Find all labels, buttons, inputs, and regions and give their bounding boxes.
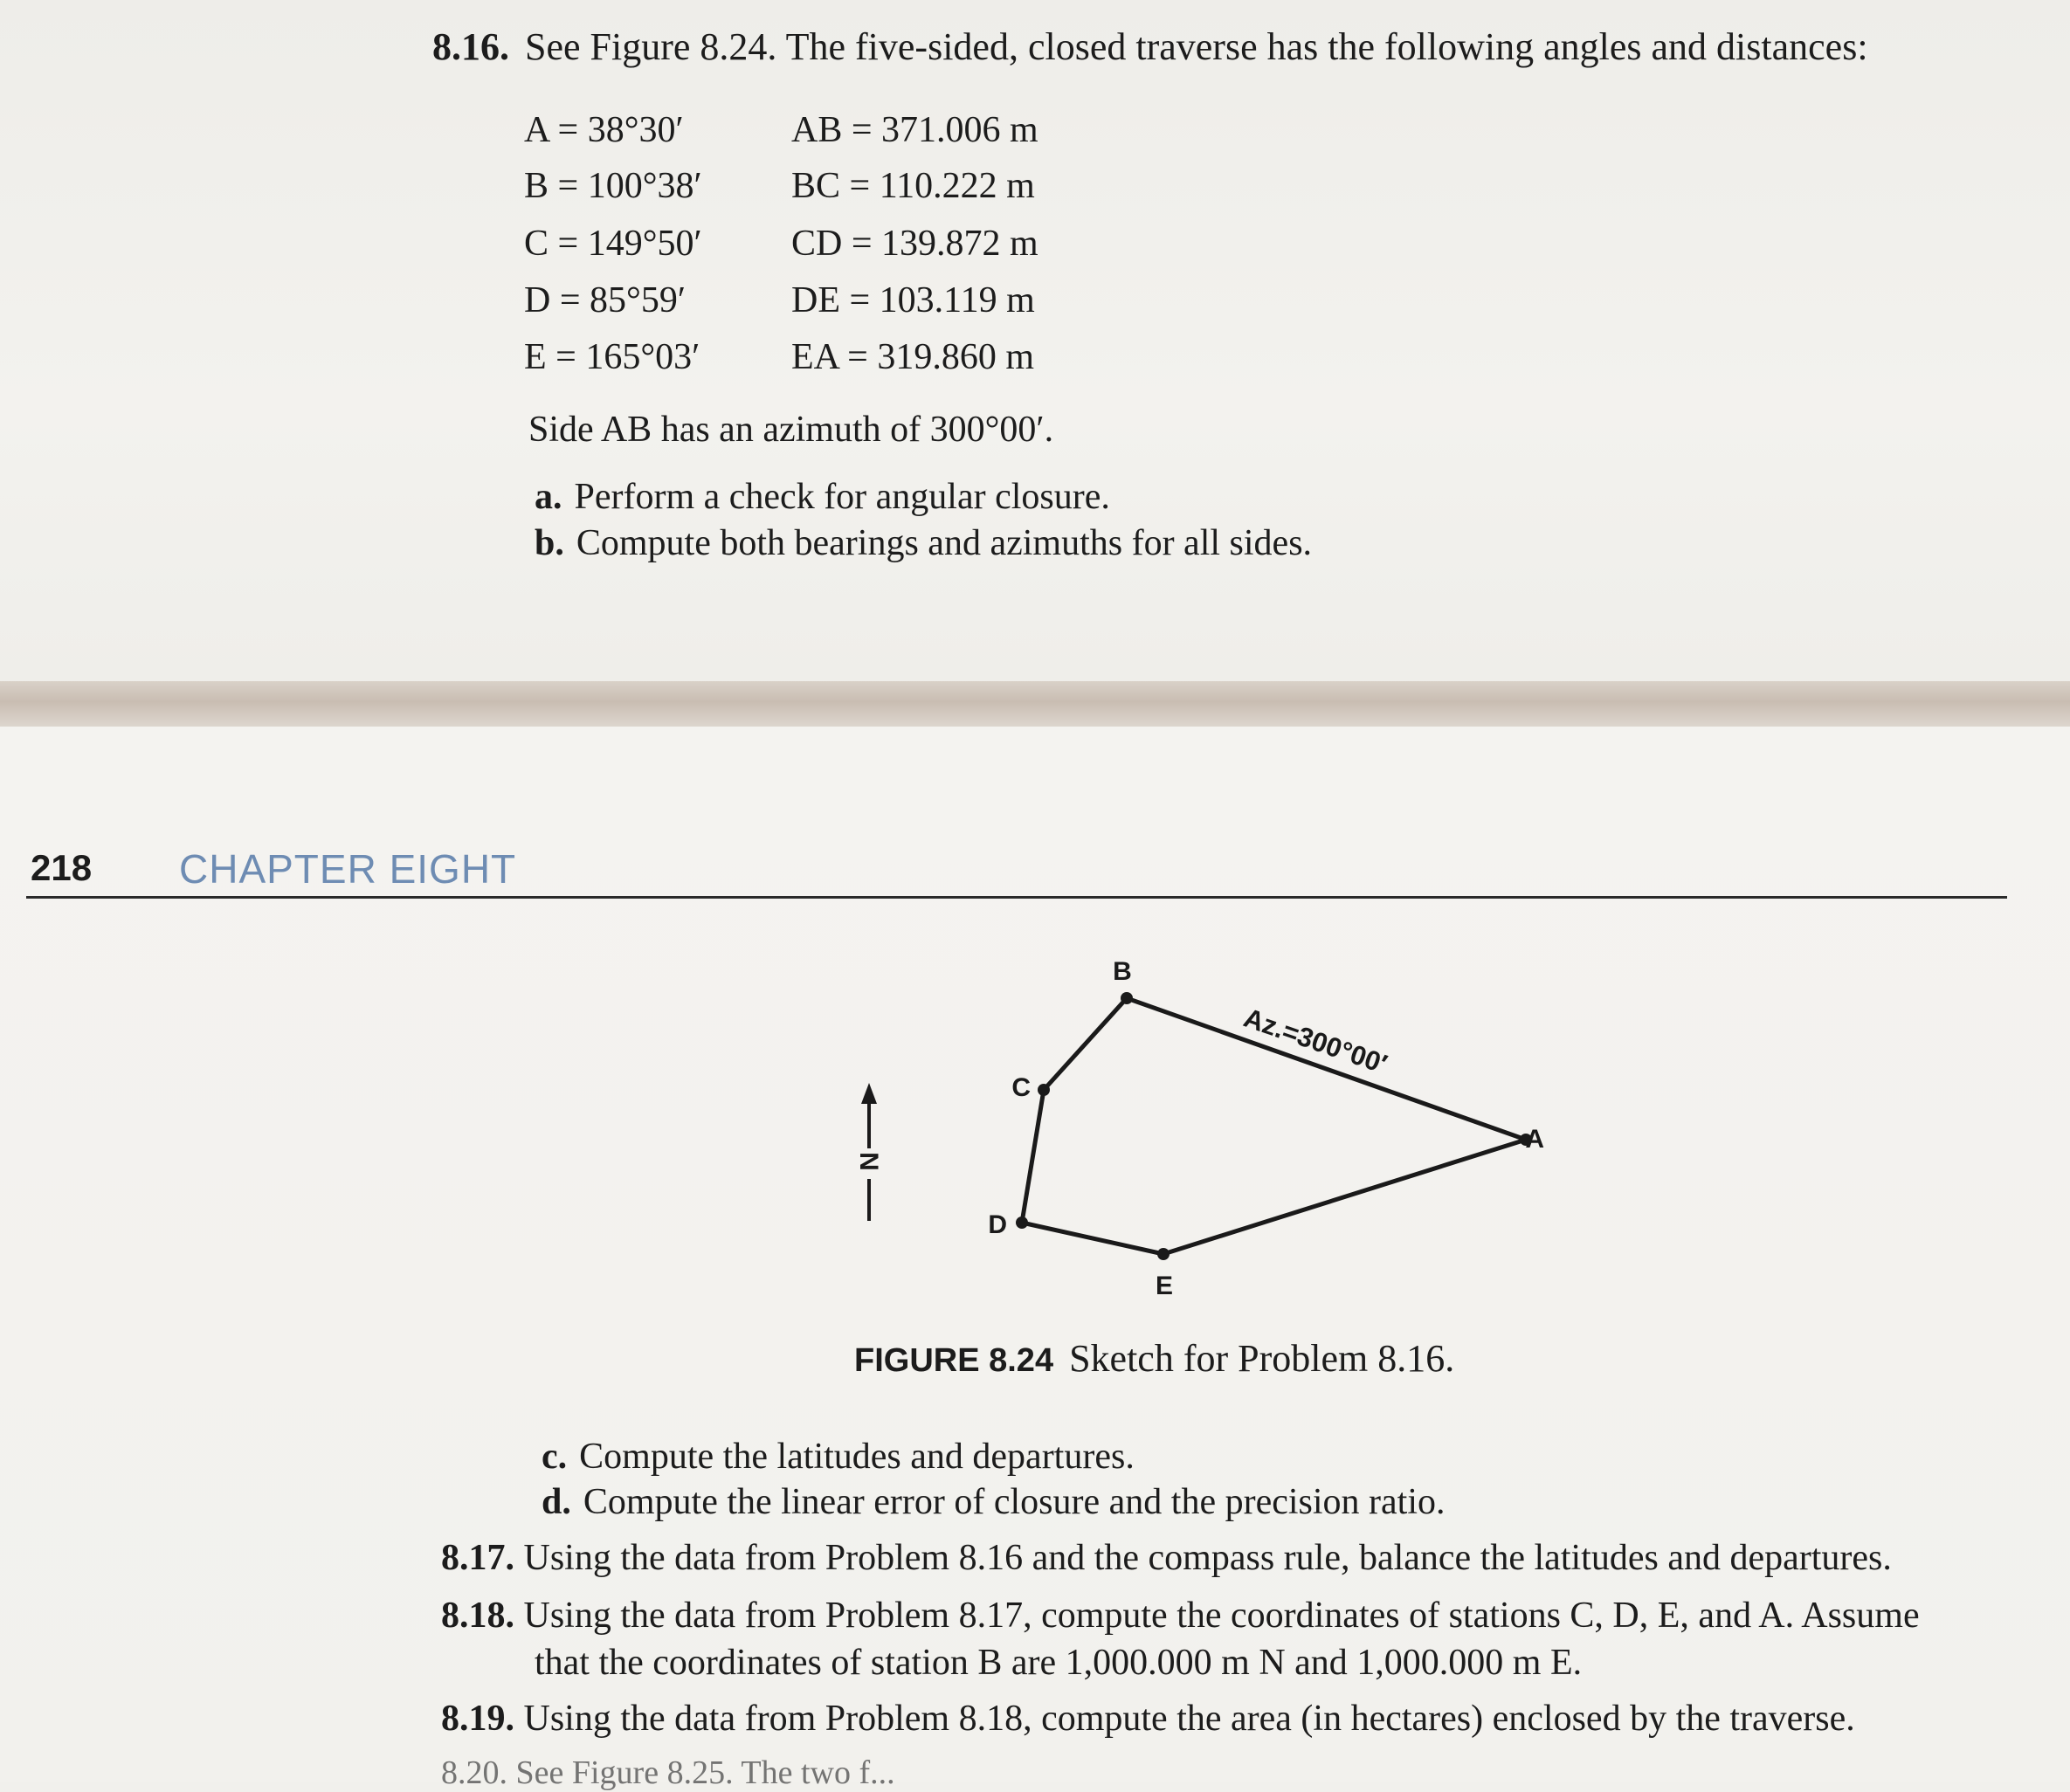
station-e-label: E <box>1155 1272 1174 1300</box>
problem-number: 8.16. <box>432 25 509 68</box>
station-c-marker <box>1038 1084 1050 1096</box>
task-d-label: d. <box>542 1482 571 1522</box>
distance-bc: BC = 110.222 m <box>791 166 1035 206</box>
task-a <box>535 476 1110 518</box>
angle-a: A = 38°30′ <box>524 110 684 150</box>
chapter-title: CHAPTER EIGHT <box>179 846 517 892</box>
traverse-sketch <box>830 943 1546 1319</box>
north-arrow-head <box>861 1083 877 1104</box>
header-rule <box>26 896 2007 899</box>
station-a-label: A <box>1525 1125 1544 1154</box>
task-c-text: Compute the latitudes and departures. <box>579 1437 1135 1477</box>
azimuth-note: Side AB has an azimuth of 300°00′. <box>528 410 1054 450</box>
data-row-e <box>524 336 1223 389</box>
north-arrow <box>854 1083 883 1221</box>
problem-8-17-text: Using the data from Problem 8.16 and the compass rule, balance the latitudes and departures. <box>523 1538 1892 1578</box>
data-row-b <box>524 165 1223 217</box>
cutoff-text: 8.20. See Figure 8.25. The two f... <box>441 1754 895 1791</box>
station-b-label: B <box>1113 957 1132 986</box>
task-a-label: a. <box>535 477 562 517</box>
problem-8-18 <box>441 1595 1920 1637</box>
angle-e: E = 165°03′ <box>524 337 700 377</box>
task-d <box>542 1481 1446 1523</box>
station-d-label: D <box>988 1210 1007 1239</box>
task-b-text: Compute both bearings and azimuths for all sides. <box>576 523 1313 563</box>
distance-ab: AB = 371.006 m <box>791 110 1038 150</box>
page-number: 218 <box>31 847 93 888</box>
station-c-label: C <box>1011 1073 1031 1102</box>
problem-8-18-text-line1: Using the data from Problem 8.17, compute the coordinates of stations C, D, E, and A. Assume <box>523 1596 1920 1636</box>
angle-d: D = 85°59′ <box>524 280 687 320</box>
task-b <box>535 522 1312 564</box>
problem-8-18-continuation: that the coordinates of station B are 1,000.000 m N and 1,000.000 m E. <box>535 1643 1583 1683</box>
data-row-c <box>524 223 1223 275</box>
task-c <box>542 1436 1135 1478</box>
task-a-text: Perform a check for angular closure. <box>574 477 1110 517</box>
north-label: N <box>854 1152 883 1171</box>
station-e-marker <box>1157 1248 1170 1260</box>
page-edge <box>0 681 2070 727</box>
figure-caption <box>854 1336 1454 1381</box>
angle-c: C = 149°50′ <box>524 224 702 264</box>
angle-b: B = 100°38′ <box>524 166 702 206</box>
station-d-marker <box>1016 1216 1028 1229</box>
problem-8-17 <box>441 1537 1892 1579</box>
problem-8-18-number: 8.18. <box>441 1596 514 1636</box>
problem-8-19-text: Using the data from Problem 8.18, compute the area (in hectares) enclosed by the traverse. <box>523 1699 1855 1739</box>
task-d-text: Compute the linear error of closure and the precision ratio. <box>583 1482 1446 1522</box>
caption-number: FIGURE 8.24 <box>854 1342 1054 1379</box>
problem-8-16-heading <box>432 24 2004 69</box>
caption-text: Sketch for Problem 8.16. <box>1069 1337 1455 1380</box>
problem-8-19-number: 8.19. <box>441 1699 514 1739</box>
task-c-label: c. <box>542 1437 568 1477</box>
figure-8-24 <box>830 943 1546 1319</box>
data-row-a <box>524 109 1223 162</box>
azimuth-label: Az.=300°00′ <box>1239 1002 1391 1080</box>
task-b-label: b. <box>535 523 564 563</box>
distance-cd: CD = 139.872 m <box>791 224 1038 264</box>
problem-intro: See Figure 8.24. The five-sided, closed traverse has the following angles and distances: <box>525 25 1868 68</box>
data-row-d <box>524 279 1223 332</box>
problem-8-19 <box>441 1698 1855 1740</box>
distance-de: DE = 103.119 m <box>791 280 1035 320</box>
station-b-marker <box>1121 992 1133 1004</box>
problem-8-17-number: 8.17. <box>441 1538 514 1578</box>
distance-ea: EA = 319.860 m <box>791 337 1035 377</box>
